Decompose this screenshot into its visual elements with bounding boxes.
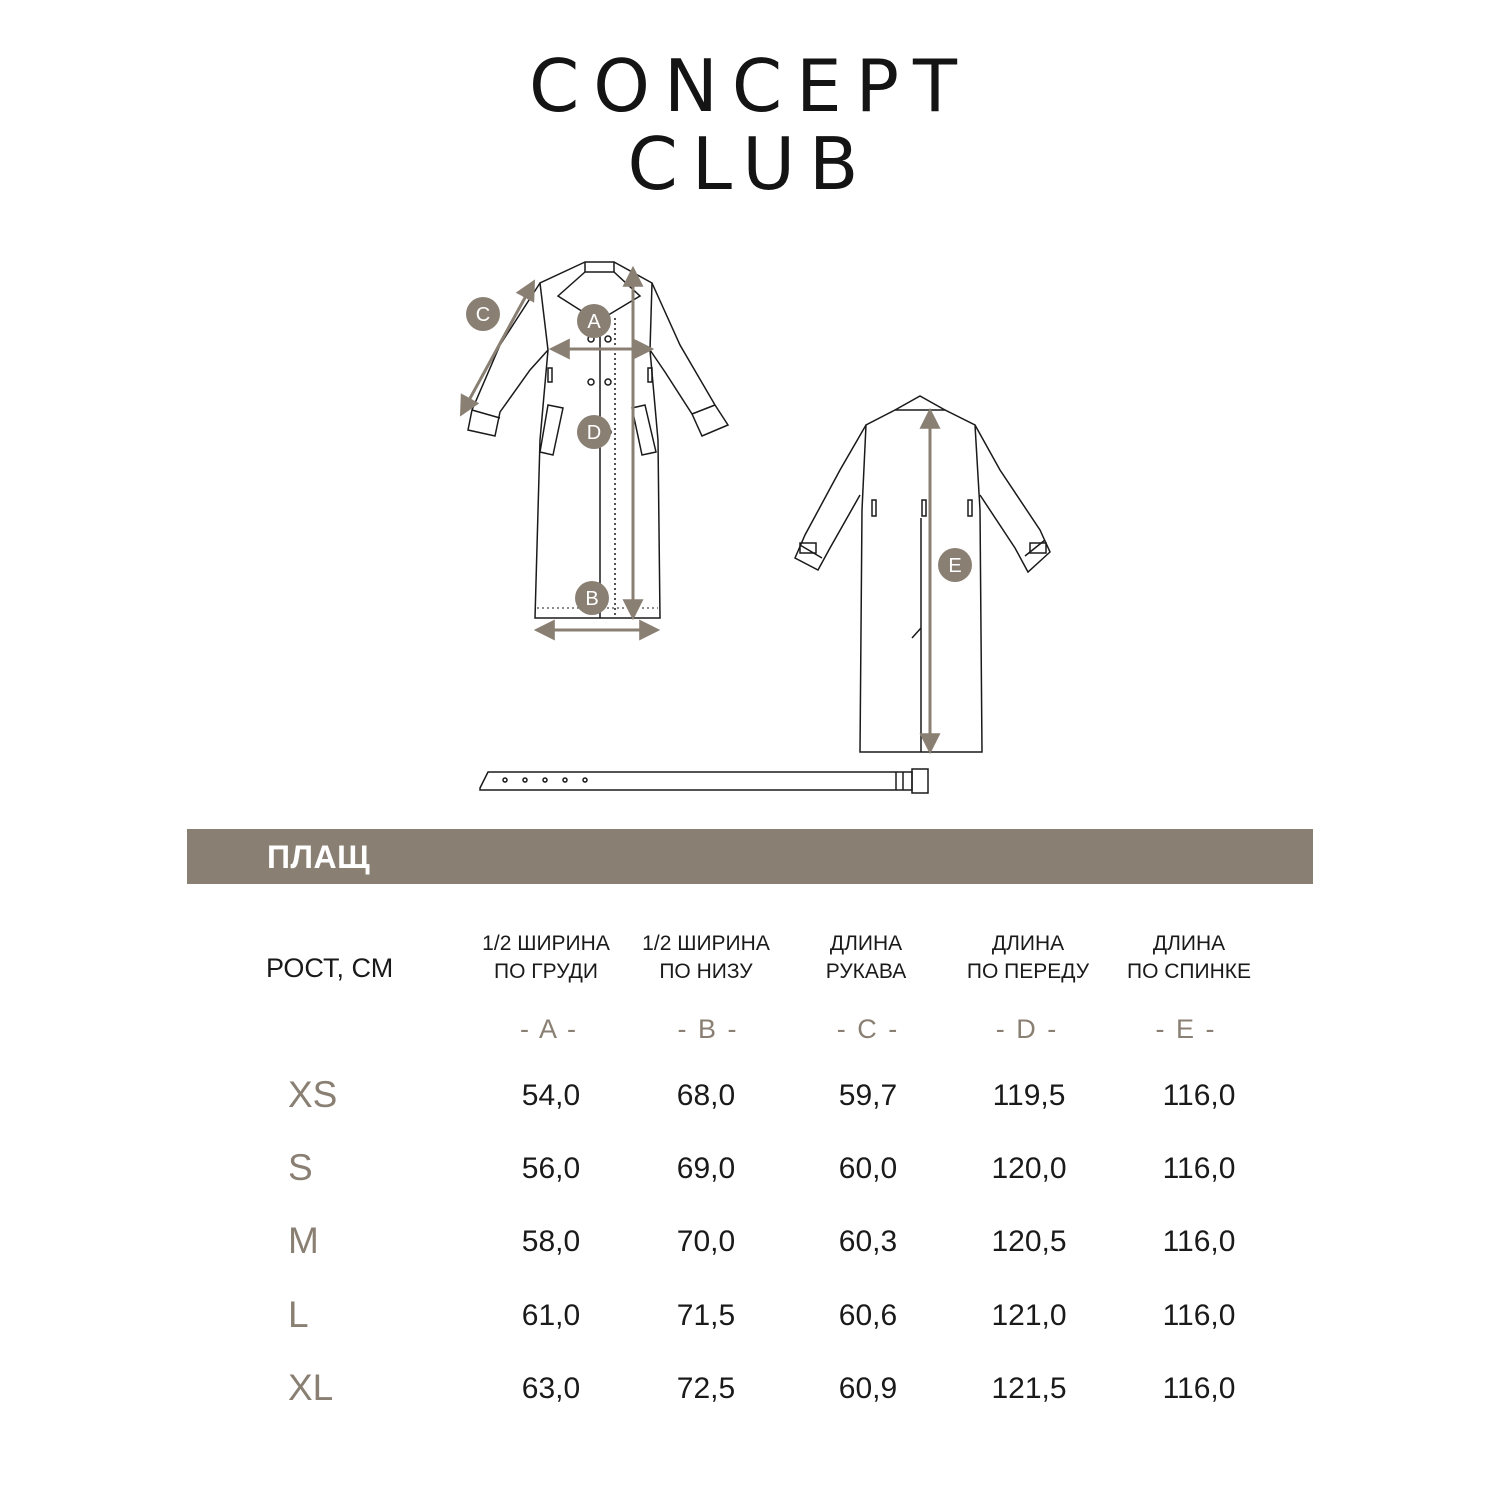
table-cell: 70,0	[676, 1225, 736, 1258]
column-header-d	[967, 930, 1089, 986]
table-cell: 120,5	[991, 1225, 1067, 1258]
column-code-a: - A -	[519, 1014, 579, 1044]
column-header-c-line2: РУКАВА	[825, 960, 907, 983]
column-code-d: - D -	[995, 1014, 1059, 1044]
brand-logo-line-2: CLUB	[627, 122, 873, 206]
marker-b-label: B	[585, 588, 599, 610]
marker-b-icon	[575, 581, 609, 615]
column-code-b: - B -	[677, 1014, 739, 1044]
height-column-header: РОСТ, СМ	[266, 953, 394, 983]
marker-a-icon	[577, 304, 611, 338]
table-cell: 116,0	[1162, 1299, 1236, 1332]
column-header-d-line2: ПО ПЕРЕДУ	[966, 960, 1090, 983]
column-header-e-line1: ДЛИНА	[1152, 932, 1226, 955]
size-label: L	[288, 1294, 309, 1335]
column-header-e	[1127, 930, 1251, 986]
column-header-d-line1: ДЛИНА	[991, 932, 1065, 955]
table-cell: 71,5	[676, 1299, 736, 1332]
table-cell: 58,0	[521, 1225, 581, 1258]
table-cell: 59,7	[838, 1079, 898, 1112]
column-header-e-line2: ПО СПИНКЕ	[1126, 960, 1252, 983]
column-header-c	[826, 930, 906, 986]
marker-d-label: D	[586, 422, 602, 444]
marker-c-icon	[466, 297, 500, 331]
table-cell: 119,5	[992, 1079, 1066, 1112]
marker-e-label: E	[948, 555, 962, 577]
table-cell: 72,5	[676, 1372, 736, 1405]
table-cell: 116,0	[1162, 1225, 1236, 1258]
column-header-b-line1: 1/2 ШИРИНА	[642, 932, 770, 955]
marker-c-label: C	[475, 304, 491, 326]
column-code-e: - E -	[1155, 1014, 1217, 1044]
table-cell: 60,6	[838, 1299, 898, 1332]
table-cell: 68,0	[676, 1079, 736, 1112]
column-header-a	[482, 930, 610, 986]
size-label: XS	[288, 1074, 338, 1115]
table-cell: 63,0	[521, 1372, 581, 1405]
column-header-b-line2: ПО НИЗУ	[659, 960, 753, 983]
table-cell: 120,0	[991, 1152, 1067, 1185]
marker-d-icon	[577, 415, 611, 449]
table-cell: 60,0	[838, 1152, 898, 1185]
table-cell: 60,9	[838, 1372, 898, 1405]
table-cell: 116,0	[1162, 1152, 1236, 1185]
size-label: S	[288, 1147, 313, 1188]
column-header-c-line1: ДЛИНА	[829, 932, 903, 955]
belt-drawing	[480, 769, 928, 793]
table-cell: 61,0	[521, 1299, 581, 1332]
product-title: ПЛАЩ	[267, 839, 371, 875]
column-header-b	[642, 930, 770, 986]
column-code-c: - C -	[836, 1014, 900, 1044]
marker-a-label: A	[587, 311, 601, 333]
table-cell: 121,0	[991, 1299, 1067, 1332]
table-cell: 56,0	[521, 1152, 581, 1185]
brand-logo-line-1: CONCEPT	[529, 44, 971, 128]
marker-e-icon	[938, 548, 972, 582]
table-cell: 116,0	[1162, 1079, 1236, 1112]
table-cell: 121,5	[991, 1372, 1067, 1405]
column-header-a-line1: 1/2 ШИРИНА	[482, 932, 610, 955]
coat-back-drawing	[795, 396, 1050, 752]
table-cell: 60,3	[838, 1225, 898, 1258]
size-label: M	[288, 1220, 319, 1261]
table-cell: 54,0	[521, 1079, 581, 1112]
table-cell: 69,0	[676, 1152, 736, 1185]
product-banner	[187, 829, 1313, 884]
column-header-a-line2: ПО ГРУДИ	[494, 960, 598, 983]
table-cell: 116,0	[1162, 1372, 1236, 1405]
size-label: XL	[288, 1367, 334, 1408]
